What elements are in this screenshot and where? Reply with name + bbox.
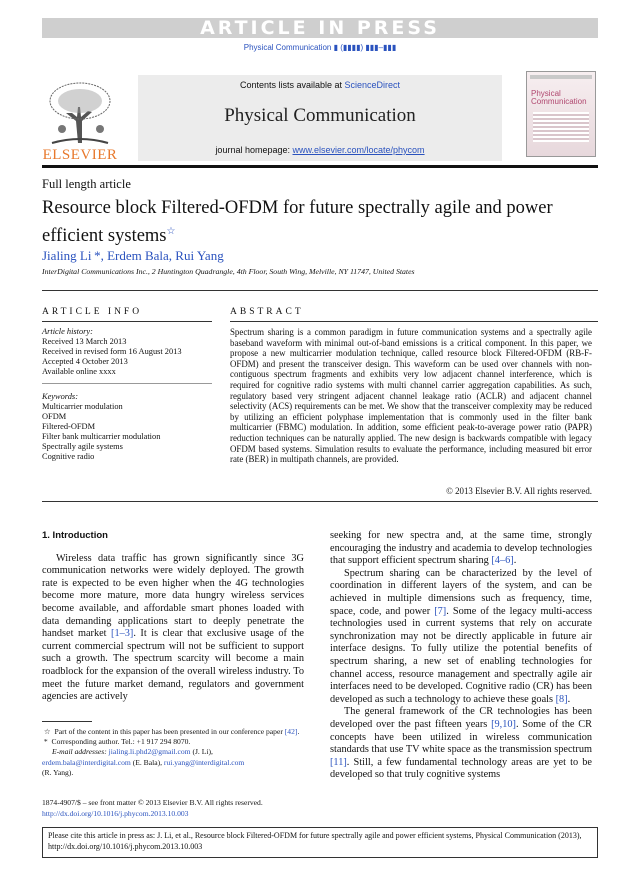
right-column bbox=[330, 530, 592, 782]
issn-line: 1874-4907/$ – see front matter © 2013 Elsevier B.V. All rights reserved. bbox=[42, 798, 263, 807]
journal-cover-thumbnail bbox=[526, 71, 596, 157]
title-footnote-mark[interactable]: ☆ bbox=[166, 226, 176, 237]
article-info-heading: ARTICLE INFO bbox=[42, 307, 143, 317]
citation-ref[interactable]: [9,10] bbox=[491, 718, 516, 730]
citation-ref[interactable]: [7] bbox=[434, 605, 447, 617]
journal-homepage-line: journal homepage: www.elsevier.com/locate/phycom bbox=[215, 145, 425, 155]
journal-title: Physical Communication bbox=[224, 105, 416, 126]
article-in-press-banner: ARTICLE IN PRESS bbox=[42, 18, 598, 38]
issn-block bbox=[42, 798, 342, 819]
cite-this-article-box: Please cite this article in press as: J. Li, et al., Resource block Filtered-OFDM for future spectrally agile and power efficient systems, Physical Communication (2013), http://dx.doi.org/10.1016/j.phycom.2013.10.003 bbox=[42, 827, 598, 858]
email-link[interactable]: erdem.bala@interdigital.com bbox=[42, 757, 131, 767]
abstract-text: Spectrum sharing is a common paradigm in future communication systems and a spectrally agile baseband waveform with minimal out-of-band emissions is a critical component. In this paper, we propose a new multicarrier modulation technique, called resource block Filtered-OFDM (RB-F-OFDM) and present the transceiver design. This waveform can be used over channels with non-contiguous spectrum fragments and exhibits very low adjacent channel interference, which is required for cognitive radio systems with multi channel carrier aggregation capabilities. As such, regulatory based very stringent adjacent channel leakage ratio (ACLR) and adjacent channel selectivity (ACS) requirements can be met. We show that the transceiver complexity may be reduced by utilizing an efficient polyphase implementation that is commonly used in the filter bank multicarrier (FBMC) modulation. In addition, some efficient peak-to-average power ratio (PAPR) reduction techniques can be naturally applied. The new design is backwards compatible with legacy OFDM based systems. Simulation results to evaluate the performance, including measured bit error rate (BER) in multipath channels, are provided. bbox=[230, 327, 592, 465]
doi-link[interactable]: http://dx.doi.org/10.1016/j.phycom.2013.10.003 bbox=[42, 808, 189, 818]
footnote-emails-cont: erdem.bala@interdigital.com (E. Bala), rui.yang@interdigital.com bbox=[42, 757, 245, 767]
keyword-item: Cognitive radio bbox=[42, 452, 95, 461]
paragraph: The general framework of the CR technologies has been developed over the past fifteen years [9,10]. Some of the CR concepts have been utilized in wireless communication standards that use TV white space as the transmission spectrum [11]. Still, a few fundamental technology areas are yet to be developed so that truly cognitive systems bbox=[330, 706, 592, 781]
abstract-heading: ABSTRACT bbox=[230, 307, 304, 317]
journal-homepage-link[interactable]: www.elsevier.com/locate/phycom bbox=[292, 145, 425, 155]
citation-ref[interactable]: [1–3] bbox=[111, 628, 134, 640]
abstract-bottom-rule bbox=[42, 501, 598, 502]
article-type: Full length article bbox=[42, 177, 131, 191]
section-heading-introduction: 1. Introduction bbox=[42, 530, 108, 541]
article-title: Resource block Filtered-OFDM for future spectrally agile and power efficient systems☆ bbox=[42, 198, 553, 247]
article-history bbox=[42, 327, 212, 377]
elsevier-wordmark: ELSEVIER bbox=[42, 147, 118, 163]
sciencedirect-link[interactable]: ScienceDirect bbox=[344, 80, 401, 90]
header-rule bbox=[42, 165, 598, 168]
keyword-item: OFDM bbox=[42, 412, 67, 421]
author-list[interactable]: Jialing Li *, Erdem Bala, Rui Yang bbox=[42, 248, 224, 263]
email-link[interactable]: jialing.li.phd2@gmail.com bbox=[108, 747, 191, 757]
email-link[interactable]: rui.yang@interdigital.com bbox=[163, 757, 245, 767]
history-item: Available online xxxx bbox=[42, 367, 116, 376]
footnote-emails: E-mail addresses: jialing.li.phd2@gmail.com (J. Li), bbox=[52, 747, 213, 757]
keyword-item: Spectrally agile systems bbox=[42, 442, 123, 451]
footnote-corresponding: * Corresponding author. Tel.: +1 917 294 8070. bbox=[43, 737, 191, 747]
journal-header bbox=[42, 71, 598, 164]
contents-available-line: Contents lists available at ScienceDirect bbox=[239, 80, 401, 90]
history-item: Received in revised form 16 August 2013 bbox=[42, 347, 182, 356]
journal-info-panel bbox=[138, 75, 502, 161]
paragraph: Spectrum sharing can be characterized by the level of coordination in different layers of the system, and can be achieved in multiple dimensions such as frequency, time, space, code, and power [7]. Some of the legacy multi-access technologies used in current systems that rely on accurate synchronization may not be directly applicable in future air interface designs. To fully utilize the potential benefits of spectrum sharing, a new set of enabling technologies for channel access, resource management and spectrally agile air interfaces need to be developed. Cognitive radio (CR) has been developed as such a technology to achieve these goals [8]. bbox=[330, 567, 592, 705]
keywords-rule bbox=[42, 383, 212, 384]
footnote-emails-end: (R. Yang). bbox=[42, 767, 74, 777]
article-info-rule bbox=[42, 321, 212, 322]
left-column bbox=[42, 530, 304, 704]
journal-citation-line[interactable]: Physical Communication ▮ (▮▮▮▮) ▮▮▮–▮▮▮ bbox=[243, 43, 397, 52]
paragraph: Wireless data traffic has grown significantly since 3G communication networks were widely deployed. The growth rate is expected to be even higher when the 4G technologies become more mature, more data hungry wireless services become available, and affordable smart phones loaded with data demanding applications start to deeply penetrate the handset market [1–3]. It is clear that exclusive usage of the current commercial spectrum will not be sufficient to support such a growth. The spectrum scarcity will become a main roadblock for the expansion of the overall wireless industry. To meet the future market demand, regulators and government agencies are actively bbox=[42, 552, 304, 703]
citation-ref[interactable]: [8] bbox=[555, 693, 568, 705]
citation-ref[interactable]: [4–6] bbox=[491, 555, 514, 567]
keywords-list bbox=[42, 392, 212, 462]
info-rule bbox=[42, 290, 598, 291]
affiliation: InterDigital Communications Inc., 2 Huntington Quadrangle, 4th Floor, South Wing, Melville, NY 11747, United States bbox=[42, 267, 415, 276]
history-item: Accepted 4 October 2013 bbox=[42, 357, 128, 366]
history-item: Received 13 March 2013 bbox=[42, 337, 127, 346]
footnote-conference: ☆ Part of the content in this paper has been presented in our conference paper [42]. bbox=[43, 727, 300, 736]
footnotes bbox=[42, 727, 312, 778]
history-label: Article history: bbox=[42, 327, 93, 336]
cover-title: Physical Communication bbox=[531, 89, 587, 106]
abstract-copyright: © 2013 Elsevier B.V. All rights reserved. bbox=[446, 486, 592, 496]
citation-ref[interactable]: [42] bbox=[284, 727, 298, 736]
keyword-item: Multicarrier modulation bbox=[42, 402, 123, 411]
keyword-item: Filtered-OFDM bbox=[42, 422, 96, 431]
keywords-label: Keywords: bbox=[42, 392, 78, 401]
abstract-rule bbox=[230, 321, 598, 322]
citation-ref[interactable]: [11] bbox=[330, 756, 347, 768]
footnote-rule bbox=[42, 721, 92, 722]
keyword-item: Filter bank multicarrier modulation bbox=[42, 432, 161, 441]
paragraph: seeking for new spectra and, at the same time, strongly encouraging the industry and academia to develop technologies that support efficient spectrum sharing [4–6]. bbox=[330, 530, 592, 567]
